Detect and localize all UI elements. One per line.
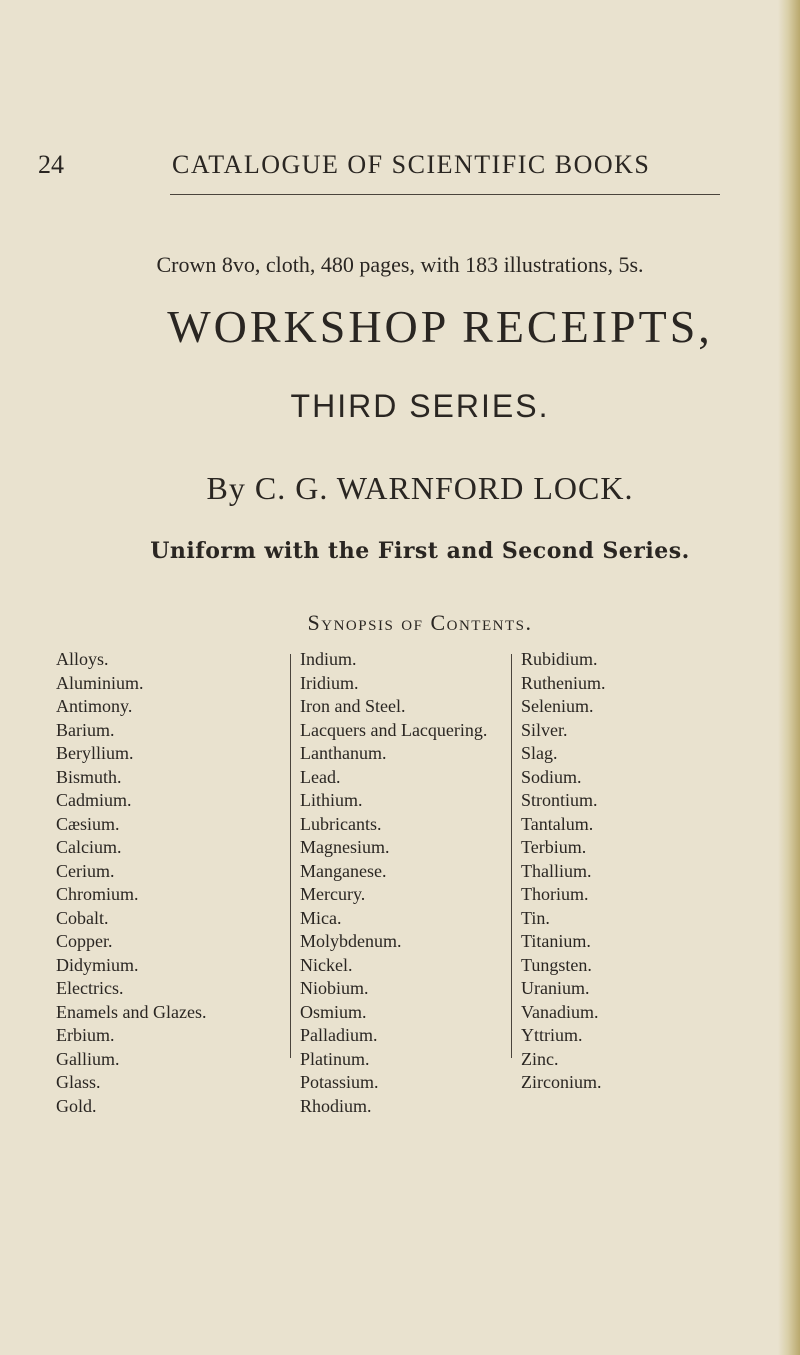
- contents-entry: Tungsten.: [521, 954, 592, 975]
- contents-entry: Copper.: [56, 931, 113, 951]
- contents-entry: Platinum.: [300, 1048, 370, 1069]
- contents-entry: Uranium.: [521, 978, 590, 998]
- contents-entry: Rhodium.: [300, 1095, 372, 1116]
- contents-entry: Silver.: [521, 719, 568, 740]
- contents-entry: Enamels and Glazes.: [56, 1001, 207, 1022]
- contents-entry: Terbium.: [521, 837, 587, 857]
- contents-entry: Mercury.: [300, 884, 366, 904]
- contents-entry: Zirconium.: [521, 1072, 602, 1092]
- contents-entry: Glass.: [56, 1072, 101, 1092]
- contents-entry: Manganese.: [300, 860, 387, 881]
- contents-entry: Rubidium.: [521, 649, 598, 669]
- contents-entry: Gallium.: [56, 1048, 120, 1069]
- contents-entry: Iridium.: [300, 672, 359, 693]
- contents-column-2: [286, 648, 511, 1118]
- contents-entry: Erbium.: [56, 1025, 115, 1045]
- contents-entry: Indium.: [300, 649, 357, 669]
- running-head: CATALOGUE OF SCIENTIFIC BOOKS: [172, 150, 651, 179]
- contents-entry: Electrics.: [56, 978, 124, 998]
- contents-entry: Lead.: [300, 766, 341, 787]
- contents-entry: Nickel.: [300, 954, 353, 975]
- contents-entry: Tantalum.: [521, 813, 594, 834]
- contents-entry: Cæsium.: [56, 813, 120, 834]
- contents-entry: Yttrium.: [521, 1025, 583, 1045]
- contents-entry: Mica.: [300, 907, 342, 928]
- contents-entry: Iron and Steel.: [300, 696, 406, 716]
- uniform-note: Uniform with the First and Second Series.: [150, 538, 690, 564]
- contents-entry: Thallium.: [521, 860, 592, 881]
- contents-entry: Potassium.: [300, 1072, 379, 1092]
- contents-entry: Chromium.: [56, 884, 139, 904]
- header-rule: [170, 194, 720, 195]
- contents-entry: Aluminium.: [56, 672, 144, 693]
- contents-entry: Lacquers and Lacquering.: [300, 719, 488, 740]
- contents-entry: Cerium.: [56, 860, 115, 881]
- contents-entry: Lubricants.: [300, 813, 382, 834]
- contents-entry: Molybdenum.: [300, 931, 402, 951]
- series-line: THIRD SERIES.: [290, 388, 550, 424]
- contents-entry: Tin.: [521, 907, 550, 928]
- contents-entry: Sodium.: [521, 766, 582, 787]
- contents-column-1: [56, 648, 286, 1118]
- contents-entry: Vanadium.: [521, 1001, 599, 1022]
- contents-entry: Magnesium.: [300, 837, 390, 857]
- contents-entry: Slag.: [521, 743, 558, 763]
- contents-entry: Beryllium.: [56, 743, 134, 763]
- contents-entry: Thorium.: [521, 884, 589, 904]
- contents-column-3: [511, 648, 746, 1095]
- page-edge-shadow: [778, 0, 800, 1355]
- contents-entry: Lanthanum.: [300, 743, 387, 763]
- contents-entry: Zinc.: [521, 1048, 559, 1069]
- contents-entry: Titanium.: [521, 931, 591, 951]
- contents-entry: Osmium.: [300, 1001, 367, 1022]
- contents-table: [56, 648, 746, 1116]
- contents-entry: Didymium.: [56, 954, 139, 975]
- synopsis-heading: Synopsis of Contents.: [307, 610, 533, 635]
- contents-entry: Lithium.: [300, 790, 363, 810]
- contents-entry: Strontium.: [521, 790, 598, 810]
- author-line: By C. G. WARNFORD LOCK.: [206, 470, 634, 506]
- contents-entry: Gold.: [56, 1095, 97, 1116]
- contents-entry: Alloys.: [56, 649, 109, 669]
- contents-entry: Niobium.: [300, 978, 369, 998]
- contents-entry: Ruthenium.: [521, 672, 606, 693]
- contents-entry: Cadmium.: [56, 790, 132, 810]
- contents-entry: Cobalt.: [56, 907, 109, 928]
- contents-entry: Barium.: [56, 719, 115, 740]
- edition-line: Crown 8vo, cloth, 480 pages, with 183 illustrations, 5s.: [156, 252, 644, 277]
- contents-entry: Antimony.: [56, 696, 133, 716]
- page-number: 24: [38, 150, 64, 179]
- contents-entry: Calcium.: [56, 837, 122, 857]
- contents-entry: Bismuth.: [56, 766, 122, 787]
- contents-entry: Selenium.: [521, 696, 594, 716]
- book-title: WORKSHOP RECEIPTS,: [167, 301, 713, 352]
- contents-entry: Palladium.: [300, 1025, 378, 1045]
